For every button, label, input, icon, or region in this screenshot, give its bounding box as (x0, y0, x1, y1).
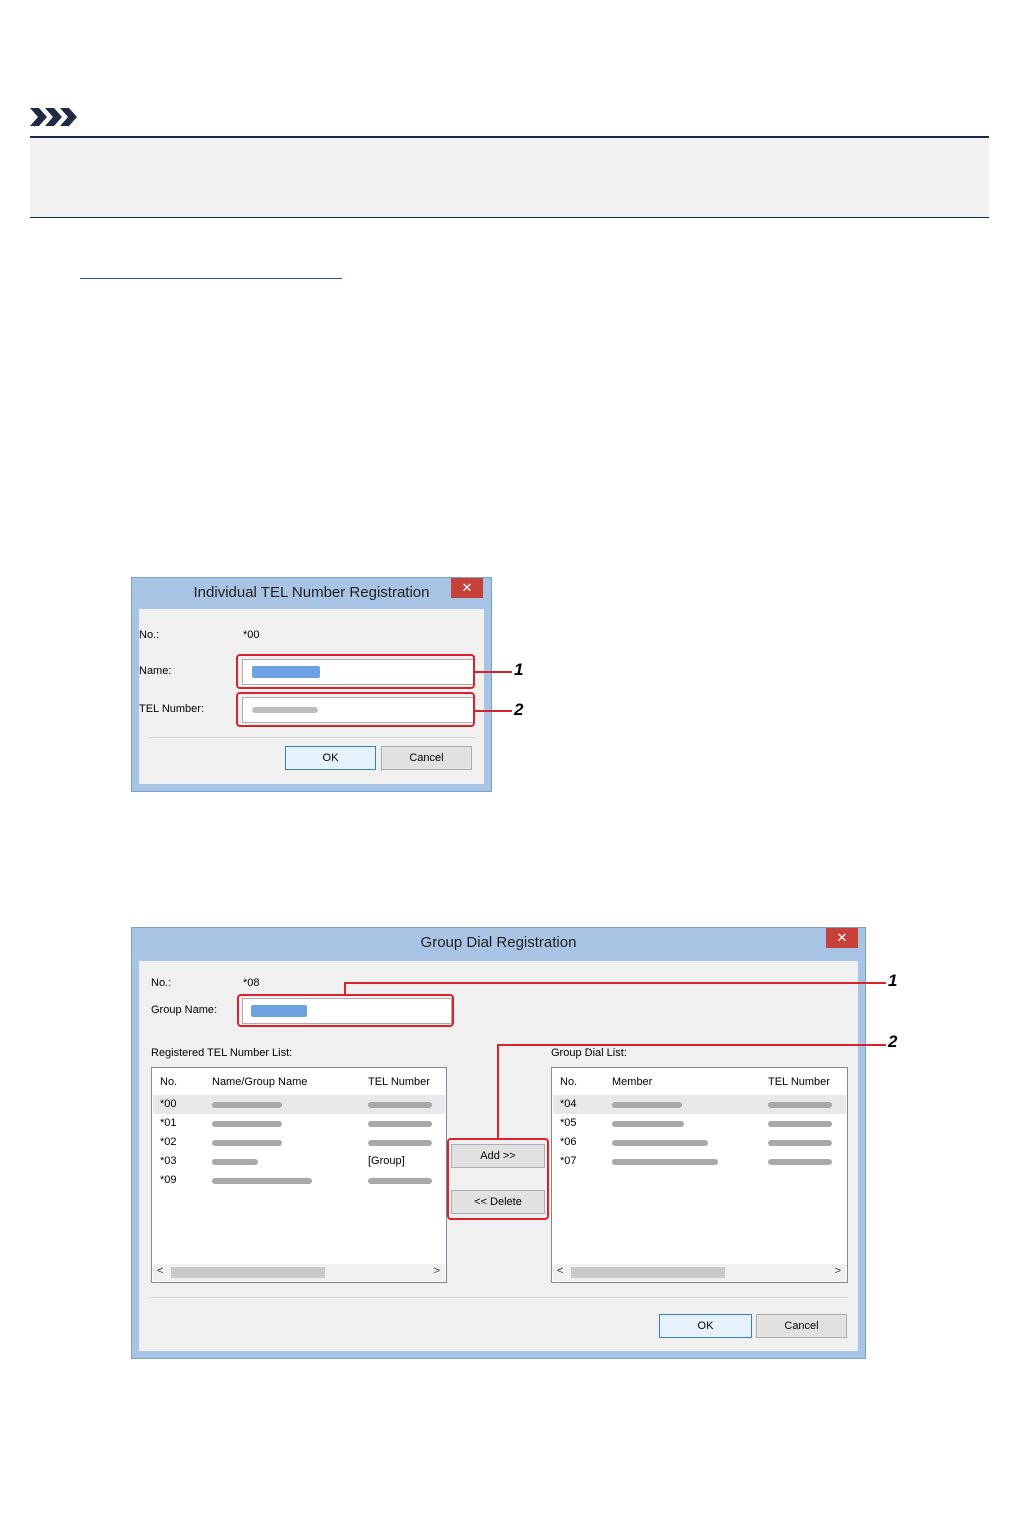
group-name-label: Group Name: (151, 1004, 218, 1016)
row-tel-blurred (368, 1121, 432, 1127)
row-no: *04 (560, 1098, 577, 1110)
callout-number-2: 2 (514, 700, 524, 719)
row-name-blurred (212, 1102, 282, 1108)
close-button[interactable]: ✕ (826, 928, 858, 948)
list-item[interactable] (553, 1095, 846, 1114)
highlight-add-delete-buttons (447, 1138, 549, 1220)
row-no: *07 (560, 1155, 577, 1167)
row-member-blurred (612, 1140, 708, 1146)
callout-line-2 (475, 710, 512, 712)
no-value: *08 (243, 977, 260, 989)
note-bottom-rule (30, 217, 989, 218)
note-chevrons-icon (30, 108, 80, 126)
scroll-right-icon[interactable]: > (433, 1265, 440, 1277)
column-header-tel[interactable]: TEL Number (768, 1076, 830, 1088)
link-underline[interactable] (80, 278, 342, 279)
table-row[interactable] (153, 1171, 445, 1190)
row-name-blurred (212, 1178, 312, 1184)
scroll-thumb[interactable] (171, 1267, 325, 1278)
dialog-title: Group Dial Registration (420, 934, 577, 951)
callout-leader-1-horizontal (344, 982, 886, 984)
row-member-blurred (612, 1159, 718, 1165)
column-header-member[interactable]: Member (612, 1076, 653, 1088)
row-tel-blurred (368, 1140, 432, 1146)
list-item[interactable] (553, 1152, 846, 1171)
row-tel-blurred (768, 1121, 832, 1127)
column-header-no[interactable]: No. (160, 1076, 178, 1088)
table-row[interactable] (153, 1152, 445, 1171)
row-tel-blurred (368, 1102, 432, 1108)
callout-line-1 (475, 671, 512, 673)
registered-tel-list[interactable] (151, 1067, 447, 1283)
row-tel-blurred (368, 1178, 432, 1184)
row-member-blurred (612, 1121, 684, 1127)
list-item[interactable] (553, 1133, 846, 1152)
row-no: *02 (160, 1136, 177, 1148)
button-separator (149, 737, 475, 738)
horizontal-scrollbar[interactable] (153, 1264, 445, 1281)
row-name-blurred (212, 1121, 282, 1127)
no-label: No.: (151, 977, 172, 989)
highlight-tel-field (236, 692, 475, 727)
row-no: *01 (160, 1117, 177, 1129)
group-dial-list[interactable] (551, 1067, 848, 1283)
row-name-blurred (212, 1140, 282, 1146)
list-item[interactable] (553, 1114, 846, 1133)
scroll-left-icon[interactable]: < (157, 1265, 164, 1277)
table-row[interactable] (153, 1133, 445, 1152)
column-header-name[interactable]: Name/Group Name (212, 1076, 308, 1088)
ok-button[interactable]: OK (659, 1314, 752, 1338)
row-no: *05 (560, 1117, 577, 1129)
note-box (30, 138, 989, 218)
callout-number-1: 1 (888, 971, 898, 990)
close-button[interactable]: ✕ (451, 578, 483, 598)
horizontal-scrollbar[interactable] (553, 1264, 846, 1281)
row-no: *00 (160, 1098, 177, 1110)
highlight-name-field (236, 654, 475, 689)
cancel-button[interactable]: Cancel (381, 746, 472, 770)
row-name-blurred (212, 1159, 258, 1165)
registered-list-label: Registered TEL Number List: (151, 1047, 293, 1059)
row-tel-blurred (768, 1102, 832, 1108)
tel-number-label: TEL Number: (139, 703, 205, 715)
add-button[interactable]: Add >> (451, 1144, 545, 1168)
scroll-right-icon[interactable]: > (834, 1265, 841, 1277)
group-dial-list-label: Group Dial List: (551, 1047, 627, 1059)
scroll-left-icon[interactable]: < (557, 1265, 564, 1277)
highlight-group-name-field (237, 994, 454, 1027)
row-no: *06 (560, 1136, 577, 1148)
no-value: *00 (243, 629, 260, 641)
button-separator (151, 1297, 848, 1298)
row-tel: [Group] (368, 1155, 405, 1167)
scroll-thumb[interactable] (571, 1267, 725, 1278)
callout-number-2: 2 (888, 1032, 898, 1051)
callout-leader-2-horizontal (497, 1044, 886, 1046)
ok-button[interactable]: OK (285, 746, 376, 770)
name-label: Name: (139, 665, 172, 677)
table-row[interactable] (153, 1114, 445, 1133)
table-row[interactable] (153, 1095, 445, 1114)
callout-leader-2-vertical (497, 1044, 499, 1139)
dialog-title: Individual TEL Number Registration (193, 584, 430, 601)
row-tel-blurred (768, 1140, 832, 1146)
no-label: No.: (139, 629, 160, 641)
delete-button[interactable]: << Delete (451, 1190, 545, 1214)
callout-number-1: 1 (514, 660, 524, 679)
row-tel-blurred (768, 1159, 832, 1165)
column-header-no[interactable]: No. (560, 1076, 578, 1088)
column-header-tel[interactable]: TEL Number (368, 1076, 430, 1088)
row-member-blurred (612, 1102, 682, 1108)
row-no: *09 (160, 1174, 177, 1186)
cancel-button[interactable]: Cancel (756, 1314, 847, 1338)
row-no: *03 (160, 1155, 177, 1167)
